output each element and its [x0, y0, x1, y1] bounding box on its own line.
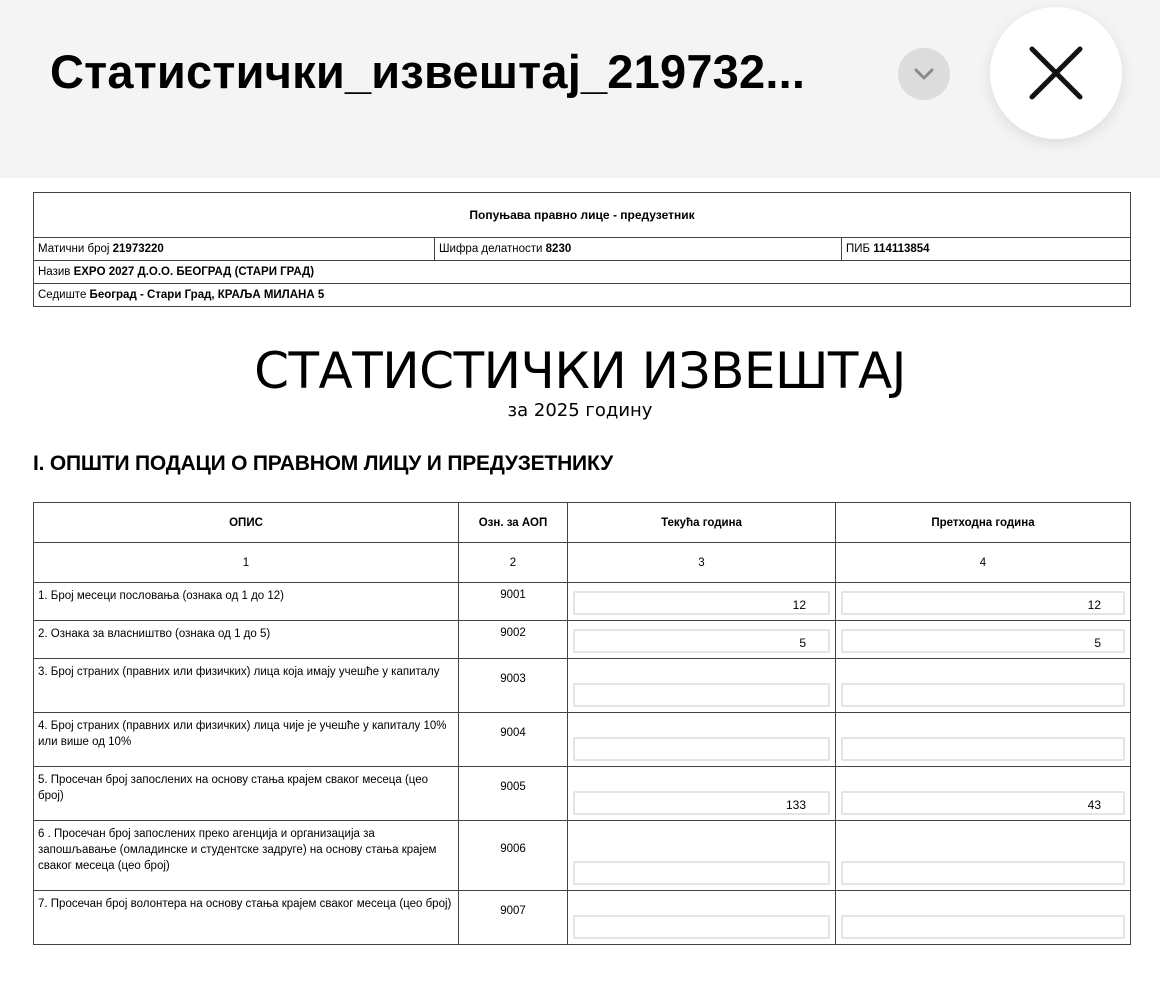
row-description: 3. Број страних (правних или физичких) лица која имају учешће у капиталу [34, 659, 459, 713]
current-year-input[interactable]: 5 [573, 629, 830, 653]
previous-year-input[interactable] [841, 861, 1125, 885]
current-year-input[interactable] [573, 737, 830, 761]
row-description: 4. Број страних (правних или физичких) лица чије је учешће у капиталу 10% или више од 10% [34, 713, 459, 767]
registration-number: 21973220 [112, 243, 164, 255]
table-row [34, 621, 1131, 659]
column-number: 2 [459, 543, 568, 583]
company-name-cell: Назив EXPO 2027 Д.О.О. БЕОГРАД (СТАРИ ГРАД) [34, 261, 1131, 284]
row-description: 5. Просечан број запослених на основу стања крајем сваког месеца (цео број) [34, 767, 459, 821]
close-icon [1028, 45, 1084, 101]
document-title: Статистички_извештај_219732... [50, 45, 806, 98]
previous-year-input[interactable]: 5 [841, 629, 1125, 653]
title-menu-button[interactable] [898, 48, 950, 100]
document-page [0, 178, 1160, 988]
activity-code: 8230 [545, 243, 572, 255]
tax-id: 114113854 [873, 243, 930, 255]
activity-code-cell: Шифра делатности 8230 [435, 238, 842, 261]
close-button[interactable] [990, 7, 1122, 139]
table-row [34, 713, 1131, 767]
column-number: 1 [34, 543, 459, 583]
row-description: 1. Број месеци пословања (ознака од 1 до 12) [34, 583, 459, 621]
table-row [34, 821, 1131, 891]
row-aop-code: 9002 [459, 621, 568, 659]
row-description: 7. Просечан број волонтера на основу стања крајем сваког месеца (цео број) [34, 891, 459, 945]
column-header-previous-year: Претходна година [836, 503, 1131, 543]
row-description: 2. Ознака за власништво (ознака од 1 до 5) [34, 621, 459, 659]
table-row [34, 767, 1131, 821]
table-header-row [34, 503, 1131, 543]
previous-year-input[interactable] [841, 683, 1125, 707]
entity-header-table [33, 192, 1131, 307]
previous-year-input[interactable]: 43 [841, 791, 1125, 815]
previous-year-input[interactable] [841, 737, 1125, 761]
row-description: 6 . Просечан број запослених преко агенција и организација за запошљавање (омладинске и студентске задруге) на основу стања крајем сваког месеца (цео број) [34, 821, 459, 891]
row-aop-code: 9004 [459, 713, 568, 767]
report-subtitle: за 2025 годину [507, 400, 653, 421]
current-year-input[interactable]: 12 [573, 591, 830, 615]
table-row [34, 583, 1131, 621]
tax-id-cell: ПИБ 114113854 [842, 238, 1131, 261]
current-year-input[interactable] [573, 915, 830, 939]
previous-year-input[interactable] [841, 915, 1125, 939]
general-data-table [33, 502, 1131, 945]
row-aop-code: 9005 [459, 767, 568, 821]
current-year-input[interactable] [573, 861, 830, 885]
section-title: I. ОПШТИ ПОДАЦИ О ПРАВНОМ ЛИЦУ И ПРЕДУЗЕТНИКУ [33, 452, 613, 475]
document-viewer-topbar [0, 0, 1160, 178]
row-aop-code: 9007 [459, 891, 568, 945]
row-aop-code: 9003 [459, 659, 568, 713]
previous-year-input[interactable]: 12 [841, 591, 1125, 615]
company-seat: Београд - Стари Град, КРАЉА МИЛАНА 5 [89, 289, 325, 301]
column-header-aop: Озн. за АОП [459, 503, 568, 543]
current-year-input[interactable]: 133 [573, 791, 830, 815]
row-aop-code: 9001 [459, 583, 568, 621]
column-number: 3 [568, 543, 836, 583]
table-row [34, 891, 1131, 945]
current-year-input[interactable] [573, 683, 830, 707]
column-number: 4 [836, 543, 1131, 583]
row-aop-code: 9006 [459, 821, 568, 891]
company-name: EXPO 2027 Д.О.О. БЕОГРАД (СТАРИ ГРАД) [73, 266, 315, 278]
company-seat-cell: Седиште Београд - Стари Град, КРАЉА МИЛАНА 5 [34, 284, 1131, 307]
column-header-current-year: Текућа година [568, 503, 836, 543]
column-header-description: ОПИС [34, 503, 459, 543]
table-row [34, 659, 1131, 713]
report-title: СТАТИСТИЧКИ ИЗВЕШТАЈ [254, 342, 906, 400]
chevron-down-icon [913, 67, 935, 81]
registration-number-cell: Матични број 21973220 [34, 238, 435, 261]
column-number-row [34, 543, 1131, 583]
header-caption: Попуњава правно лице - предузетник [34, 193, 1131, 238]
